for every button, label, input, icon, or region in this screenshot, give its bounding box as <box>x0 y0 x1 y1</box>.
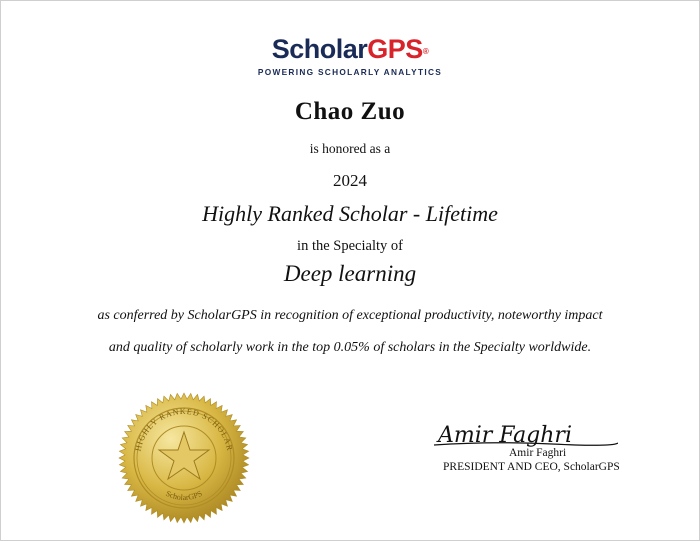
signatory-name: Amir Faghri <box>509 447 567 459</box>
logo-tagline: POWERING SCHOLARLY ANALYTICS <box>257 67 443 77</box>
award-year: 2024 <box>333 171 367 190</box>
logo-word-scholar: Scholar <box>271 34 368 64</box>
signature-image <box>432 418 618 448</box>
gold-seal-icon <box>118 392 250 524</box>
logo-word-gps: GPS <box>367 34 423 64</box>
specialty-intro: in the Specialty of <box>297 238 403 254</box>
recipient-name: Chao Zuo <box>294 98 406 125</box>
award-title: Highly Ranked Scholar - Lifetime <box>202 201 498 226</box>
conferred-line-2: and quality of scholarly work in the top 0.05% of scholars in the Specialty worldwide. <box>108 340 592 355</box>
signatory-title: PRESIDENT AND CEO, ScholarGPS <box>443 461 620 473</box>
seal-arc-top-text: HIGHLY RANKED SCHOLAR <box>133 406 235 453</box>
conferred-line-1: as conferred by ScholarGPS in recognition of exceptional productivity, noteworthy impact <box>97 308 603 323</box>
scholargps-logo <box>0 34 700 64</box>
seal-arc-bottom-text: ScholarGPS <box>164 488 204 503</box>
honored-text: is honored as a <box>309 141 391 156</box>
registered-mark: ® <box>422 47 429 56</box>
signature-scrawl: Amir Faghri <box>438 423 572 448</box>
specialty-name: Deep learning <box>283 261 417 286</box>
